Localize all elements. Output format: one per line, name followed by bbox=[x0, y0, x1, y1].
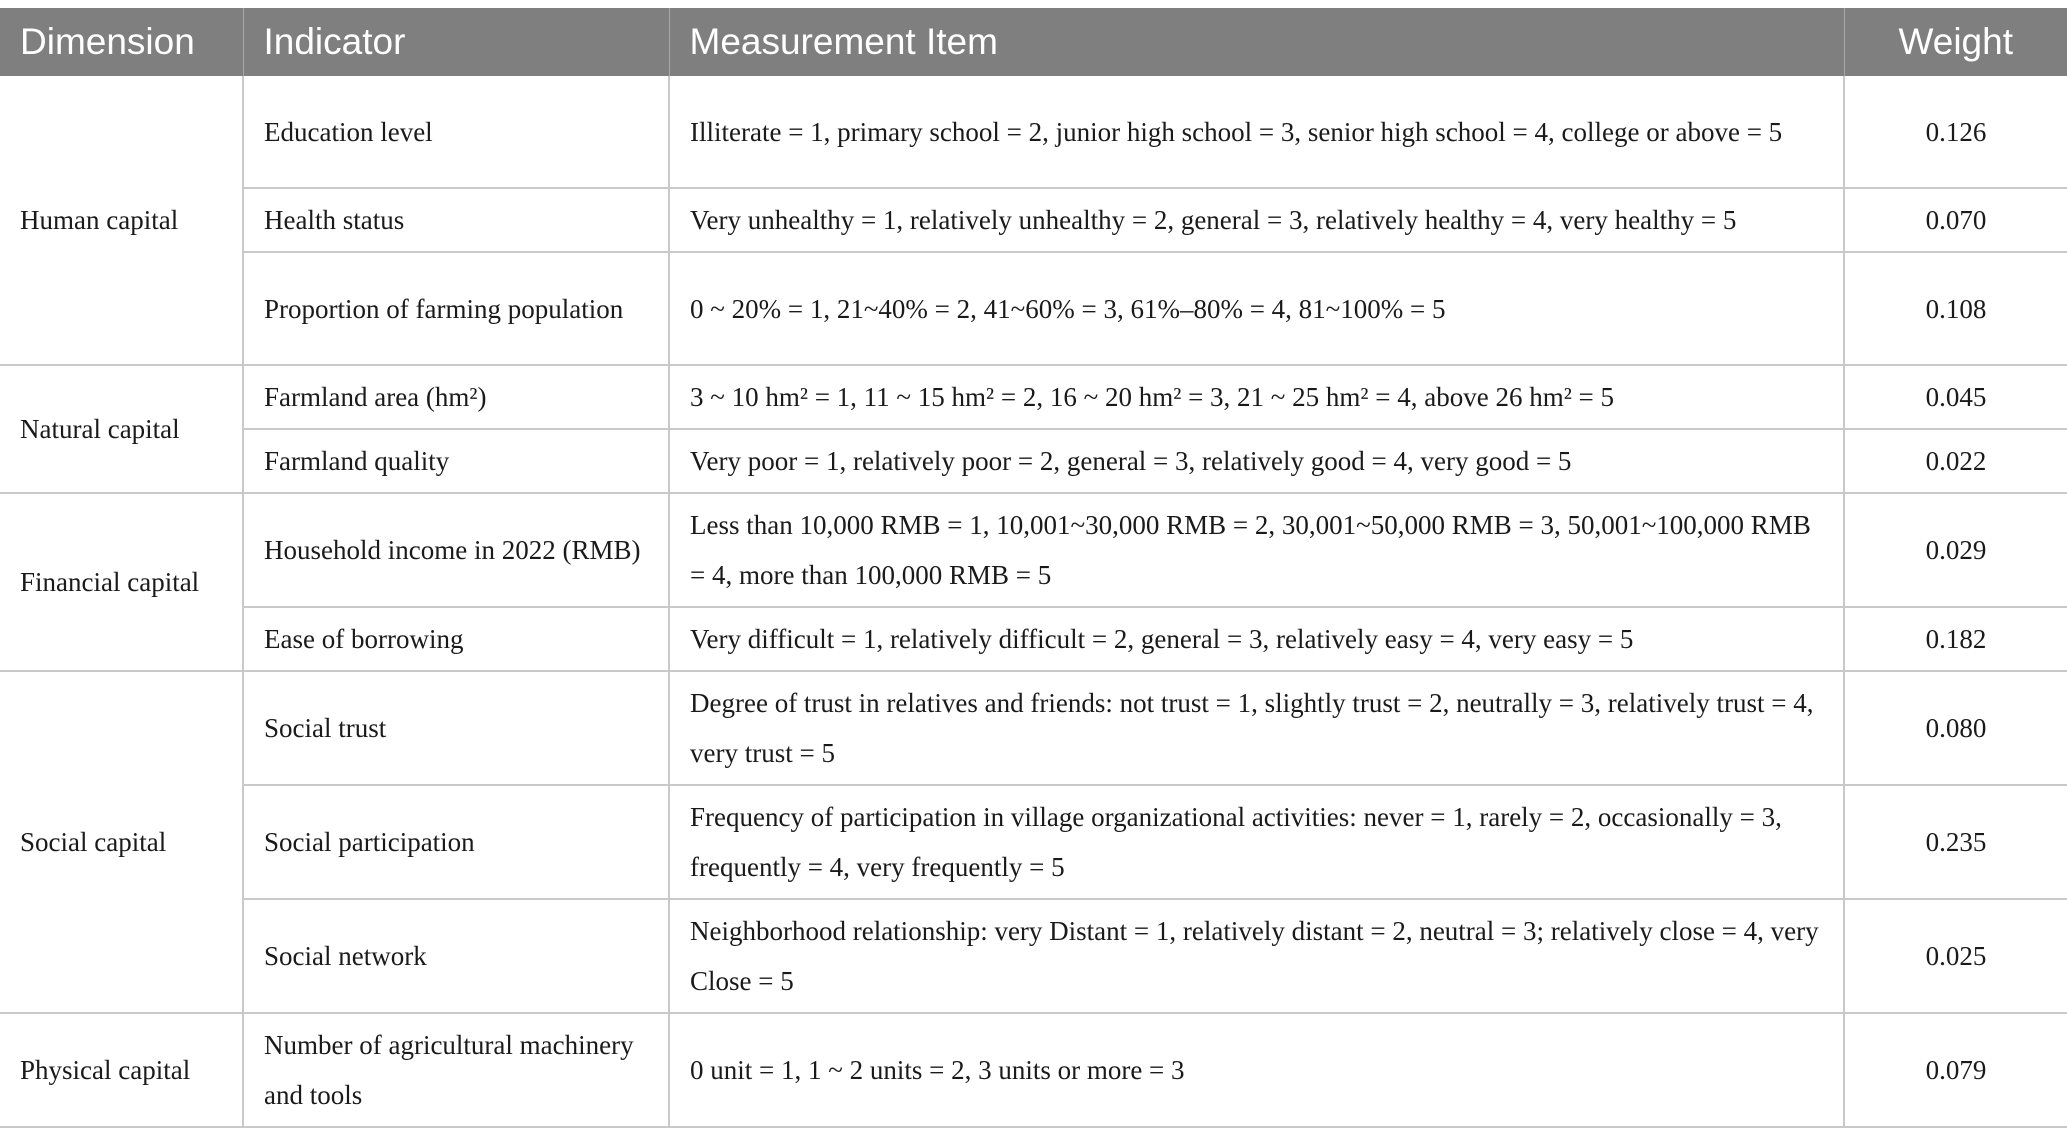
weight-cell: 0.045 bbox=[1844, 365, 2067, 429]
measurement-cell: Illiterate = 1, primary school = 2, junior high school = 3, senior high school = 4, college or above = 5 bbox=[669, 76, 1844, 188]
indicator-cell: Social network bbox=[243, 899, 669, 1013]
measurement-cell: Degree of trust in relatives and friends: not trust = 1, slightly trust = 2, neutrally = 3, relatively trust = 4, very trust = 5 bbox=[669, 671, 1844, 785]
measurement-cell: Very unhealthy = 1, relatively unhealthy = 2, general = 3, relatively healthy = 4, very healthy = 5 bbox=[669, 188, 1844, 252]
weight-cell: 0.126 bbox=[1844, 76, 2067, 188]
indicator-cell: Social trust bbox=[243, 671, 669, 785]
capital-indicator-table bbox=[0, 8, 2067, 1128]
weight-cell: 0.070 bbox=[1844, 188, 2067, 252]
weight-cell: 0.235 bbox=[1844, 785, 2067, 899]
table-body bbox=[0, 76, 2067, 1127]
header-weight: Weight bbox=[1844, 8, 2067, 76]
table-row bbox=[0, 671, 2067, 785]
measurement-cell: 3 ~ 10 hm² = 1, 11 ~ 15 hm² = 2, 16 ~ 20 hm² = 3, 21 ~ 25 hm² = 4, above 26 hm² = 5 bbox=[669, 365, 1844, 429]
weight-cell: 0.079 bbox=[1844, 1013, 2067, 1127]
measurement-cell: Very difficult = 1, relatively difficult = 2, general = 3, relatively easy = 4, very easy = 5 bbox=[669, 607, 1844, 671]
table-row bbox=[0, 365, 2067, 429]
capital-table-container bbox=[0, 8, 2067, 1128]
indicator-cell: Education level bbox=[243, 76, 669, 188]
measurement-cell: 0 unit = 1, 1 ~ 2 units = 2, 3 units or more = 3 bbox=[669, 1013, 1844, 1127]
table-row bbox=[0, 493, 2067, 607]
table-row bbox=[0, 899, 2067, 1013]
dimension-cell: Social capital bbox=[0, 671, 243, 1013]
weight-cell: 0.022 bbox=[1844, 429, 2067, 493]
indicator-cell: Household income in 2022 (RMB) bbox=[243, 493, 669, 607]
table-row bbox=[0, 252, 2067, 365]
header-indicator: Indicator bbox=[243, 8, 669, 76]
header-row bbox=[0, 8, 2067, 76]
table-row bbox=[0, 429, 2067, 493]
table-row bbox=[0, 1013, 2067, 1127]
dimension-cell: Financial capital bbox=[0, 493, 243, 671]
weight-cell: 0.182 bbox=[1844, 607, 2067, 671]
table-row bbox=[0, 607, 2067, 671]
indicator-cell: Health status bbox=[243, 188, 669, 252]
measurement-cell: Neighborhood relationship: very Distant = 1, relatively distant = 2, neutral = 3; relatively close = 4, very Close = 5 bbox=[669, 899, 1844, 1013]
indicator-cell: Farmland area (hm²) bbox=[243, 365, 669, 429]
measurement-cell: Frequency of participation in village organizational activities: never = 1, rarely = 2, occasionally = 3, frequently = 4, very frequently = 5 bbox=[669, 785, 1844, 899]
header-dimension: Dimension bbox=[0, 8, 243, 76]
table-row bbox=[0, 76, 2067, 188]
table-header bbox=[0, 8, 2067, 76]
indicator-cell: Ease of borrowing bbox=[243, 607, 669, 671]
dimension-cell: Physical capital bbox=[0, 1013, 243, 1127]
weight-cell: 0.108 bbox=[1844, 252, 2067, 365]
indicator-cell: Farmland quality bbox=[243, 429, 669, 493]
table-row bbox=[0, 188, 2067, 252]
weight-cell: 0.025 bbox=[1844, 899, 2067, 1013]
header-measurement: Measurement Item bbox=[669, 8, 1844, 76]
dimension-cell: Human capital bbox=[0, 76, 243, 365]
measurement-cell: Less than 10,000 RMB = 1, 10,001~30,000 RMB = 2, 30,001~50,000 RMB = 3, 50,001~100,000 RMB = 4, more than 100,000 RMB = 5 bbox=[669, 493, 1844, 607]
measurement-cell: 0 ~ 20% = 1, 21~40% = 2, 41~60% = 3, 61%–80% = 4, 81~100% = 5 bbox=[669, 252, 1844, 365]
measurement-cell: Very poor = 1, relatively poor = 2, general = 3, relatively good = 4, very good = 5 bbox=[669, 429, 1844, 493]
weight-cell: 0.080 bbox=[1844, 671, 2067, 785]
weight-cell: 0.029 bbox=[1844, 493, 2067, 607]
dimension-cell: Natural capital bbox=[0, 365, 243, 493]
indicator-cell: Social participation bbox=[243, 785, 669, 899]
indicator-cell: Number of agricultural machinery and tools bbox=[243, 1013, 669, 1127]
indicator-cell: Proportion of farming population bbox=[243, 252, 669, 365]
table-row bbox=[0, 785, 2067, 899]
